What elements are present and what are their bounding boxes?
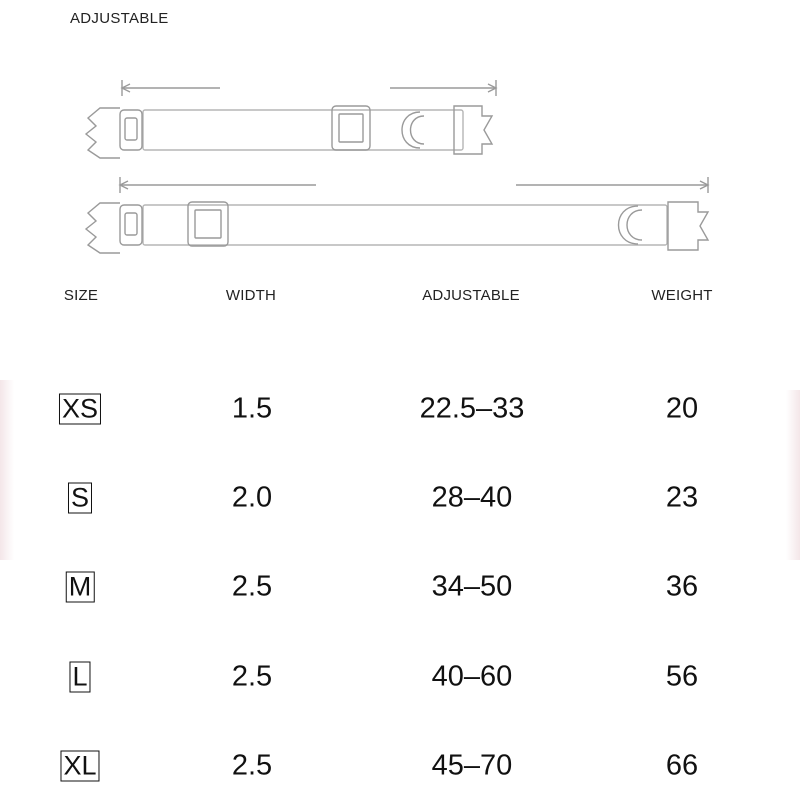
row-xs-weight: 20 — [665, 392, 699, 425]
header-width: WIDTH — [225, 287, 277, 304]
row-l-adjustable: 40–60 — [431, 660, 513, 693]
header-weight: WEIGHT — [651, 287, 713, 304]
size-badge-m: M — [66, 572, 95, 603]
collar-long-length-arrow — [120, 177, 708, 193]
collar-long-buckle-left — [86, 203, 142, 253]
collar-short-buckle-left — [86, 108, 142, 158]
row-xs-width: 1.5 — [231, 392, 273, 425]
collar-short-strap — [143, 110, 463, 150]
collar-short-d-ring — [402, 112, 424, 148]
row-m-weight: 36 — [665, 570, 699, 603]
collar-long-slider — [188, 202, 228, 246]
size-badge-xl: XL — [60, 751, 99, 782]
collar-long-d-ring — [619, 206, 643, 244]
edge-tint-left — [0, 380, 14, 560]
row-l-weight: 56 — [665, 660, 699, 693]
size-badge-xs: XS — [59, 394, 101, 425]
collar-diagram — [0, 60, 800, 260]
row-l-width: 2.5 — [231, 660, 273, 693]
collar-short-length-arrow — [122, 80, 496, 96]
row-m-adjustable: 34–50 — [431, 570, 513, 603]
row-s-weight: 23 — [665, 481, 699, 514]
diagram-label: ADJUSTABLE — [70, 10, 169, 27]
edge-tint-right — [786, 390, 800, 560]
header-adjustable: ADJUSTABLE — [422, 287, 520, 304]
collar-short-buckle-right — [454, 106, 492, 154]
collar-long-buckle-right — [668, 202, 708, 250]
row-s-adjustable: 28–40 — [431, 481, 513, 514]
row-xl-weight: 66 — [665, 749, 699, 782]
row-m-width: 2.5 — [231, 570, 273, 603]
row-xs-adjustable: 22.5–33 — [419, 392, 525, 425]
size-badge-l: L — [69, 662, 90, 693]
header-size: SIZE — [63, 287, 99, 304]
row-xl-adjustable: 45–70 — [431, 749, 513, 782]
size-badge-s: S — [68, 483, 92, 514]
collar-short-slider — [332, 106, 370, 150]
row-xl-width: 2.5 — [231, 749, 273, 782]
row-s-width: 2.0 — [231, 481, 273, 514]
